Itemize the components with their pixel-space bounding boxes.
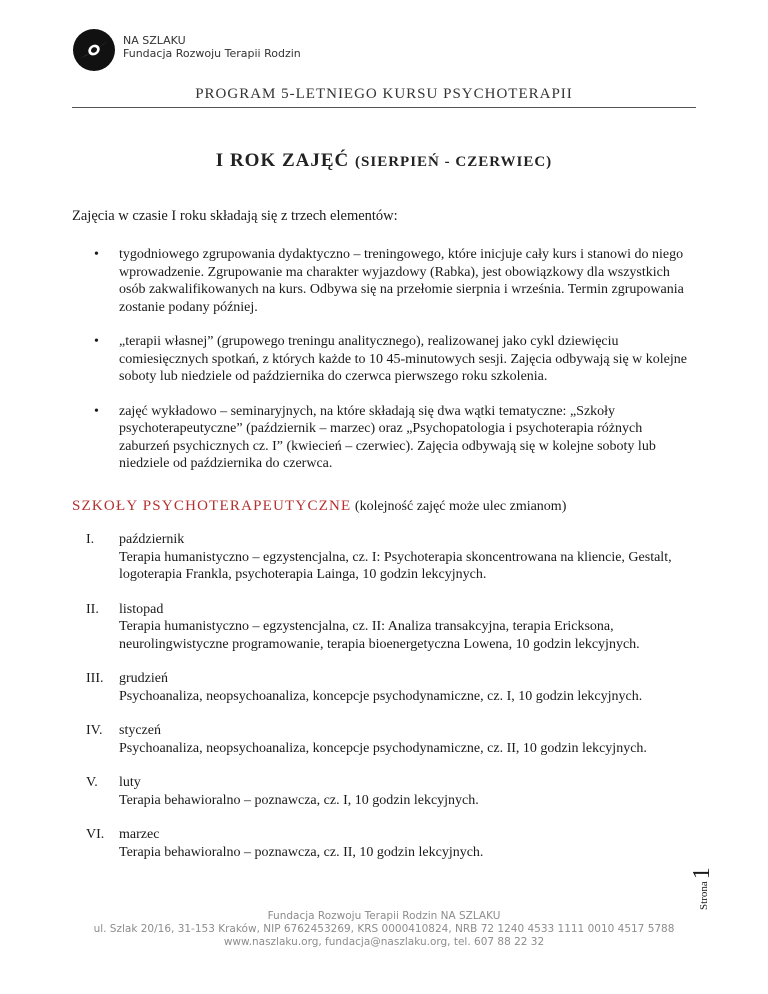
- schedule-item: [72, 670, 692, 705]
- schedule-number: III.: [86, 671, 104, 686]
- org-name: NA SZLAKU: [123, 34, 186, 47]
- header-divider: [72, 107, 696, 108]
- footer-org: Fundacja Rozwoju Terapii Rodzin NA SZLAKU: [267, 910, 501, 922]
- schedule-number: I.: [86, 532, 95, 547]
- schedule-month: marzec: [119, 827, 160, 842]
- list-item: [72, 403, 692, 473]
- schedule-description: Terapia humanistyczno – egzystencjalna, cz. I: Psychoterapia skoncentrowana na kliencie, Gestalt, logoterapia Frankla, psychoterapia Lainga, 10 godzin lekcyjnych.: [119, 549, 672, 582]
- schools-heading: [72, 498, 566, 515]
- year-title: [72, 150, 696, 172]
- year-title-main: I ROK ZAJĘĆ: [215, 150, 350, 171]
- schedule-description: Psychoanaliza, neopsychoanaliza, koncepcje psychodynamiczne, cz. I, 10 godzin lekcyjnych.: [119, 688, 643, 704]
- org-block: [123, 34, 301, 60]
- schedule-number: V.: [86, 775, 98, 790]
- footer-contact: www.naszlaku.org, fundacja@naszlaku.org, tel. 607 88 22 32: [223, 936, 545, 948]
- list-item-text: tygodniowego zgrupowania dydaktyczno – treningowego, które inicjuje cały kurs i stanowi do niego wprowadzenie. Zgrupowanie ma charakter wyjazdowy (Rabka), jest obowiązkowy dla wszystkich osób zakwalifikowanych na kurs. Odbywa się na przełomie sierpnia i września. Termin zgrupowania zostanie podany później.: [119, 247, 684, 315]
- org-subtitle: Fundacja Rozwoju Terapii Rodzin: [123, 47, 301, 60]
- list-item: [72, 333, 692, 386]
- bullet-icon: •: [94, 247, 99, 262]
- year-title-sub: (SIERPIEŃ - CZERWIEC): [355, 154, 553, 170]
- schedule-description: Psychoanaliza, neopsychoanaliza, koncepcje psychodynamiczne, cz. II, 10 godzin lekcyjnych.: [119, 740, 647, 756]
- schedule-description: Terapia behawioralno – poznawcza, cz. I, 10 godzin lekcyjnych.: [119, 792, 479, 808]
- schedule-item: [72, 722, 692, 757]
- page-number-label: [685, 850, 725, 910]
- footer-address: ul. Szlak 20/16, 31-153 Kraków, NIP 6762453269, KRS 0000410824, NRB 72 1240 4533 1111 0010 4517 5788: [93, 923, 675, 935]
- program-title: PROGRAM 5-LETNIEGO KURSU PSYCHOTERAPII: [195, 86, 573, 102]
- schedule-item: [72, 774, 692, 809]
- list-item-text: zajęć wykładowo – seminaryjnych, na które składają się dwa wątki tematyczne: „Szkoły psychoterapeutyczne” (październik – marzec) oraz „Psychopatologia i psychoterapia różnych zaburzeń psychicznych cz. I” (kwiecień – czerwiec). Zajęcia odbywają się w kolejne soboty lub niedziele od października do czerwca.: [119, 403, 656, 471]
- schools-schedule: [72, 531, 692, 878]
- schedule-month: luty: [119, 775, 141, 790]
- schedule-number: VI.: [86, 827, 105, 842]
- schedule-number: IV.: [86, 723, 103, 738]
- schedule-item: [72, 531, 692, 584]
- bullet-icon: •: [94, 334, 99, 349]
- schools-note: (kolejność zajęć może ulec zmianom): [354, 499, 567, 514]
- logo-icon: [72, 28, 116, 72]
- schedule-number: II.: [86, 601, 99, 617]
- footer: [72, 910, 696, 949]
- page-word: Strona: [698, 881, 710, 910]
- logo: [72, 28, 116, 72]
- page-number: 1: [689, 867, 715, 880]
- schedule-month: październik: [119, 532, 185, 547]
- list-item-text: „terapii własnej” (grupowego treningu analitycznego), realizowanej jako cykl dziewięciu comiesięcznych spotkań, z których każde to 10 45-minutowych sesji. Zajęcia odbywają się w kolejne soboty lub niedziele od października do czerwca pierwszego roku szkolenia.: [119, 334, 687, 384]
- schedule-item: [72, 601, 692, 654]
- schedule-item: [72, 826, 692, 861]
- schedule-month: grudzień: [119, 671, 168, 686]
- schedule-description: Terapia humanistyczno – egzystencjalna, cz. II: Analiza transakcyjna, terapia Ericksona, neurolingwistyczne programowanie, terapia bioenergetyczna Lowena, 10 godzin lekcyjnych.: [119, 619, 640, 652]
- list-item: [72, 246, 692, 316]
- intro-text: Zajęcia w czasie I roku składają się z trzech elementów:: [72, 208, 398, 224]
- schedule-description: Terapia behawioralno – poznawcza, cz. II, 10 godzin lekcyjnych.: [119, 844, 484, 860]
- schools-title: SZKOŁY PSYCHOTERAPEUTYCZNE: [72, 498, 352, 514]
- schedule-month: listopad: [119, 601, 164, 617]
- schedule-month: styczeń: [119, 723, 161, 738]
- element-list: [72, 246, 692, 490]
- bullet-icon: •: [94, 403, 99, 419]
